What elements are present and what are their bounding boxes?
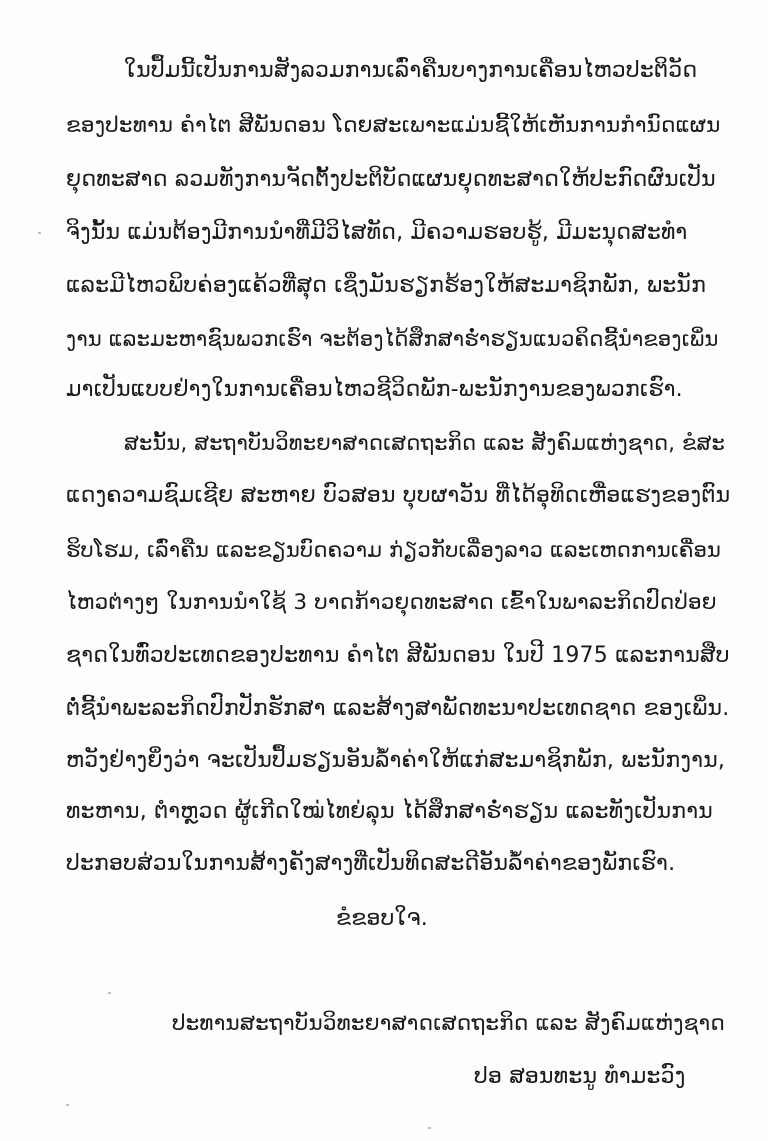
paragraph-1-line-7: ມາເປັນແບບຢ່າງໃນການເຄື່ອນໄຫວຊີວິດພັກ-ພະນັກງານຂອງພວກເຮົາ. — [66, 377, 683, 402]
paragraph-2-line-5: ຊາດໃນທົ່ວປະເທດຂອງປະທານ ຄຳໄຕ ສີພັນດອນ ໃນປີ 1975 ແລະການສືບ — [66, 643, 730, 668]
paragraph-1-line-3: ຍຸດທະສາດ ລວມທັງການຈັດຕັ້ງປະຕິບັດແຜນຍຸດທະສາດໃຫ້ປະກົດຜົນເປັນ — [66, 167, 716, 192]
paragraph-2-line-6: ຕໍ່ຊີ້ນຳພະລະກິດປົກປັກຮັກສາ ແລະສ້າງສາພັດທະນາປະເທດຊາດ ຂອງເພິ່ນ. — [66, 696, 730, 721]
paragraph-1-line-6: ງານ ແລະມະຫາຊົນພວກເຮົາ ຈະຕ້ອງໄດ້ສຶກສາຮໍ່າຮຽນແນວຄິດຊີ້ນຳຂອງເພິ່ນ — [66, 327, 719, 351]
paragraph-2-line-3: ຮິບໂຮມ, ເລົ່າຄືນ ແລະຂຽນບົດຄວາມ ກ່ຽວກັບເລື່ອງລາວ ແລະເຫດການເຄື່ອນ — [66, 538, 722, 562]
scan-speck — [108, 992, 111, 994]
paragraph-1-line-1: ໃນປຶ້ມນີ້ເປັນການສັງລວມການເລົ່າຄືນບາງການເຄື່ອນໄຫວປະຕິວັດ — [124, 58, 698, 83]
paragraph-2-line-8: ທະຫານ, ຕຳຫຼວດ ຜູ້ເກີດໃໝ່ໄທຍ່ລຸນ ໄດ້ສຶກສາຮໍ່າຮຽນ ແລະທັງເປັນການ — [66, 799, 713, 824]
signature-name: ປອ ສອນທະນູ ທຳມະວົງ — [474, 1064, 686, 1089]
scan-speck — [38, 232, 41, 234]
paragraph-1-line-2: ຂອງປະທານ ຄຳໄຕ ສີພັນດອນ ໂດຍສະເພາະແມ່ນຊີ້ໃຫ້ເຫັນການກຳນົດແຜນ — [66, 113, 721, 138]
closing-thanks: ຂໍຂອບໃຈ. — [336, 906, 428, 931]
paragraph-2-line-2: ແດງຄວາມຊົມເຊີຍ ສະຫາຍ ບົວສອນ ບຸບຜາວັນ ທີ່ໄດ້ອຸທິດເຫື່ອແຮງຂອງຕົນ — [66, 483, 731, 508]
paragraph-2-line-1: ສະນັ້ນ, ສະຖາບັນວິທະຍາສາດເສດຖະກິດ ແລະ ສັງຄົມແຫ່ງຊາດ, ຂໍສະ — [124, 431, 725, 455]
signature-organization: ປະທານສະຖາບັນວິທະຍາສາດເສດຖະກິດ ແລະ ສັງຄົມແຫ່ງຊາດ — [172, 1011, 725, 1036]
paragraph-1-line-5: ແລະມີໄຫວພິບຄ່ອງແຄ້ວທີ່ສຸດ ເຊິ່ງມັນຮຽກຮ້ອງໃຫ້ສະມາຊິກພັກ, ພະນັກ — [66, 273, 707, 298]
paragraph-1-line-4: ຈິງນັ້ນ ແມ່ນຕ້ອງມີການນຳທີ່ມີວິໄສທັດ, ມີຄວາມຮອບຮູ້, ມີມະນຸດສະທຳ — [66, 220, 688, 245]
paragraph-2-line-7: ຫວັງຢ່າງຍິ່ງວ່າ ຈະເປັນປຶ້ມຮຽນອັນລ້ຳຄ່າໃຫ້ແກ່ສະມາຊິກພັກ, ພະນັກງານ, — [66, 748, 726, 773]
paragraph-2-line-4: ໄຫວຕ່າງໆ ໃນການນຳໃຊ້ 3 ບາດກ້າວຍຸດທະສາດ ເຂົ້າໃນພາລະກິດປົດປ່ອຍ — [66, 590, 717, 615]
paragraph-2-line-9: ປະກອບສ່ວນໃນການສ້າງຄັງສາງທີ່ເປັນທິດສະດີອັນລ້ຳຄ່າຂອງພັກເຮົາ. — [66, 851, 676, 876]
scan-speck — [66, 1104, 69, 1106]
scan-speck — [428, 1127, 431, 1129]
